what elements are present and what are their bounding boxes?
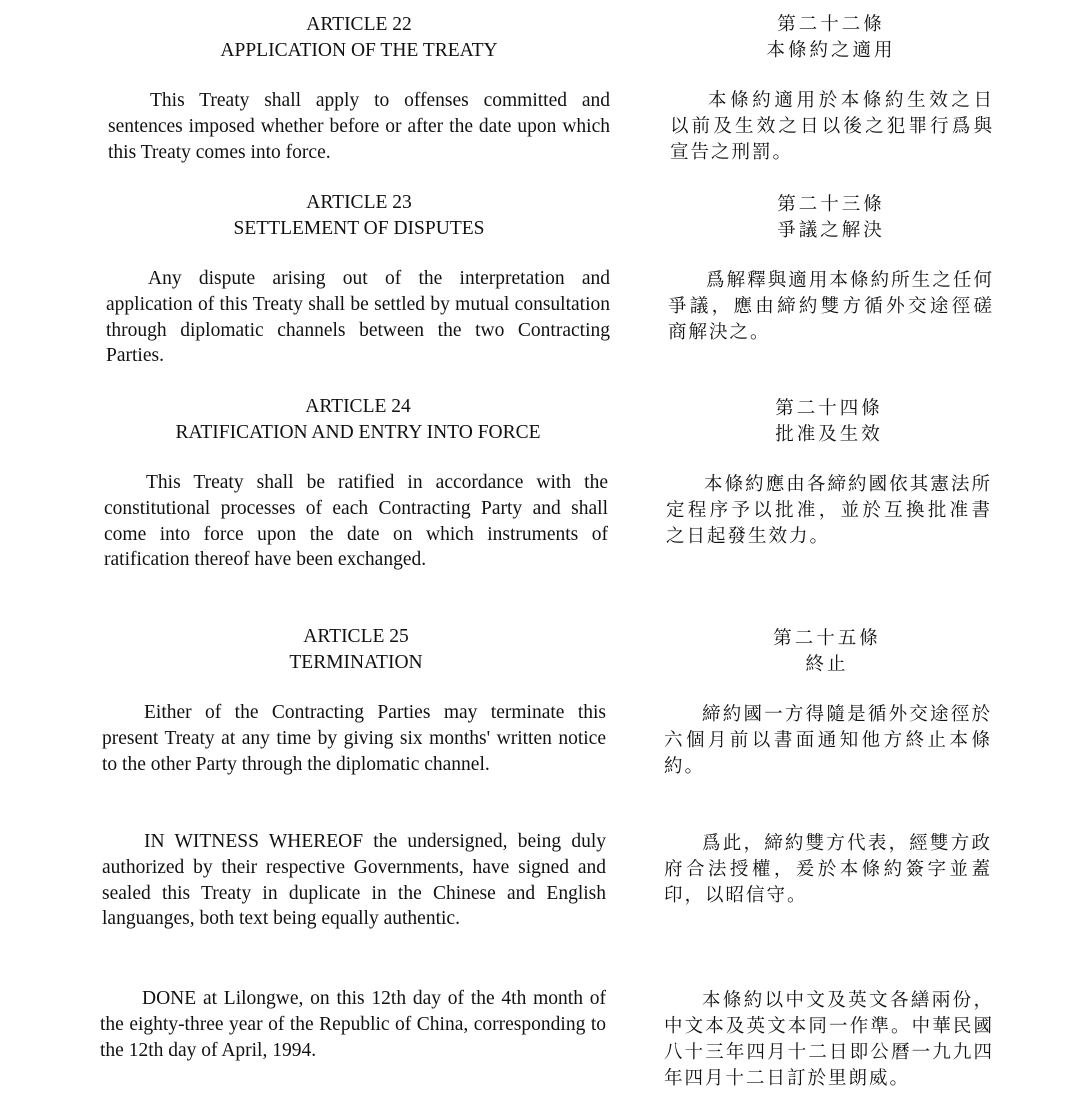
article-number: ARTICLE 22 xyxy=(306,14,412,35)
article-25-en-heading xyxy=(104,624,608,676)
article-24-zh-text xyxy=(666,472,992,550)
article-23-en-text xyxy=(106,266,610,369)
article-title: TERMINATION xyxy=(289,651,423,673)
done-paragraph: DONE at Lilongwe, on this 12th day of the 4th month of the eighty-three year of the Republic of China, corresponding to the 12th day of April, 1994. xyxy=(100,988,606,1061)
article-paragraph: Any dispute arising out of the interpretation and application of this Treaty shall be settled by mutual consultation through diplomatic channels between the two Contracting Parties. xyxy=(106,268,610,367)
article-title: RATIFICATION AND ENTRY INTO FORCE xyxy=(175,421,541,443)
article-22-en-heading xyxy=(108,12,610,64)
done-paragraph-zh: 本條約以中文及英文各繕兩份，中文本及英文本同一作準。中華民國八十三年四月十二日即公曆一九九四年四月十二日訂於里朗威。 xyxy=(664,990,994,1089)
article-paragraph-zh: 本條約適用於本條約生效之日以前及生效之日以後之犯罪行爲與宣告之刑罰。 xyxy=(670,90,994,163)
article-number-zh: 第二十三條 xyxy=(777,194,885,215)
article-title-zh: 批准及生效 xyxy=(775,424,883,445)
article-paragraph: Either of the Contracting Parties may terminate this present Treaty at any time by giving six months' written notice to the other Party through the diplomatic channel. xyxy=(102,702,606,775)
article-paragraph-zh: 爲解釋與適用本條約所生之任何爭議，應由締約雙方循外交途徑磋商解決之。 xyxy=(668,270,994,343)
article-number: ARTICLE 24 xyxy=(305,396,411,417)
article-25-en-text xyxy=(102,700,606,777)
article-title-zh: 本條約之適用 xyxy=(766,40,896,61)
article-paragraph: This Treaty shall apply to offenses committed and sentences imposed whether before or after the date upon which this Treaty comes into force. xyxy=(108,90,610,163)
done-en xyxy=(100,986,606,1063)
article-paragraph: This Treaty shall be ratified in accordance with the constitutional processes of each Contracting Party and shall come into force upon the date on which instruments of ratification thereof have been exchanged. xyxy=(104,472,608,571)
witness-zh xyxy=(664,831,992,909)
article-24-en-text xyxy=(104,470,608,573)
article-23-zh-heading xyxy=(668,192,994,244)
article-title: APPLICATION OF THE TREATY xyxy=(220,39,498,61)
article-paragraph-zh: 締約國一方得隨是循外交途徑於六個月前以書面通知他方終止本條約。 xyxy=(664,704,992,777)
article-24-en-heading xyxy=(106,394,610,446)
article-number: ARTICLE 23 xyxy=(306,192,412,213)
article-23-en-heading xyxy=(108,190,610,242)
witness-en xyxy=(102,829,606,932)
article-title-zh: 終止 xyxy=(805,654,849,675)
article-title-zh: 爭議之解決 xyxy=(777,220,885,241)
article-22-en-text xyxy=(108,88,610,165)
article-22-zh-heading xyxy=(668,12,994,64)
article-number-zh: 第二十五條 xyxy=(773,628,881,649)
article-23-zh-text xyxy=(668,268,994,346)
article-number: ARTICLE 25 xyxy=(303,626,409,647)
article-22-zh-text xyxy=(670,88,994,166)
witness-paragraph-zh: 爲此，締約雙方代表，經雙方政府合法授權，爰於本條約簽字並蓋印，以昭信守。 xyxy=(664,833,992,906)
article-number-zh: 第二十四條 xyxy=(775,398,883,419)
article-number-zh: 第二十二條 xyxy=(777,14,885,35)
article-title: SETTLEMENT OF DISPUTES xyxy=(233,217,485,239)
done-zh xyxy=(664,988,994,1092)
article-25-zh-heading xyxy=(664,626,990,678)
article-25-zh-text xyxy=(664,702,992,780)
article-24-zh-heading xyxy=(666,396,992,448)
witness-paragraph: IN WITNESS WHEREOF the undersigned, being duly authorized by their respective Governments, have signed and sealed this Treaty in duplicate in the Chinese and English languanges, both text being equally authentic. xyxy=(102,831,606,930)
article-paragraph-zh: 本條約應由各締約國依其憲法所定程序予以批准，並於互換批准書之日起發生效力。 xyxy=(666,474,992,547)
